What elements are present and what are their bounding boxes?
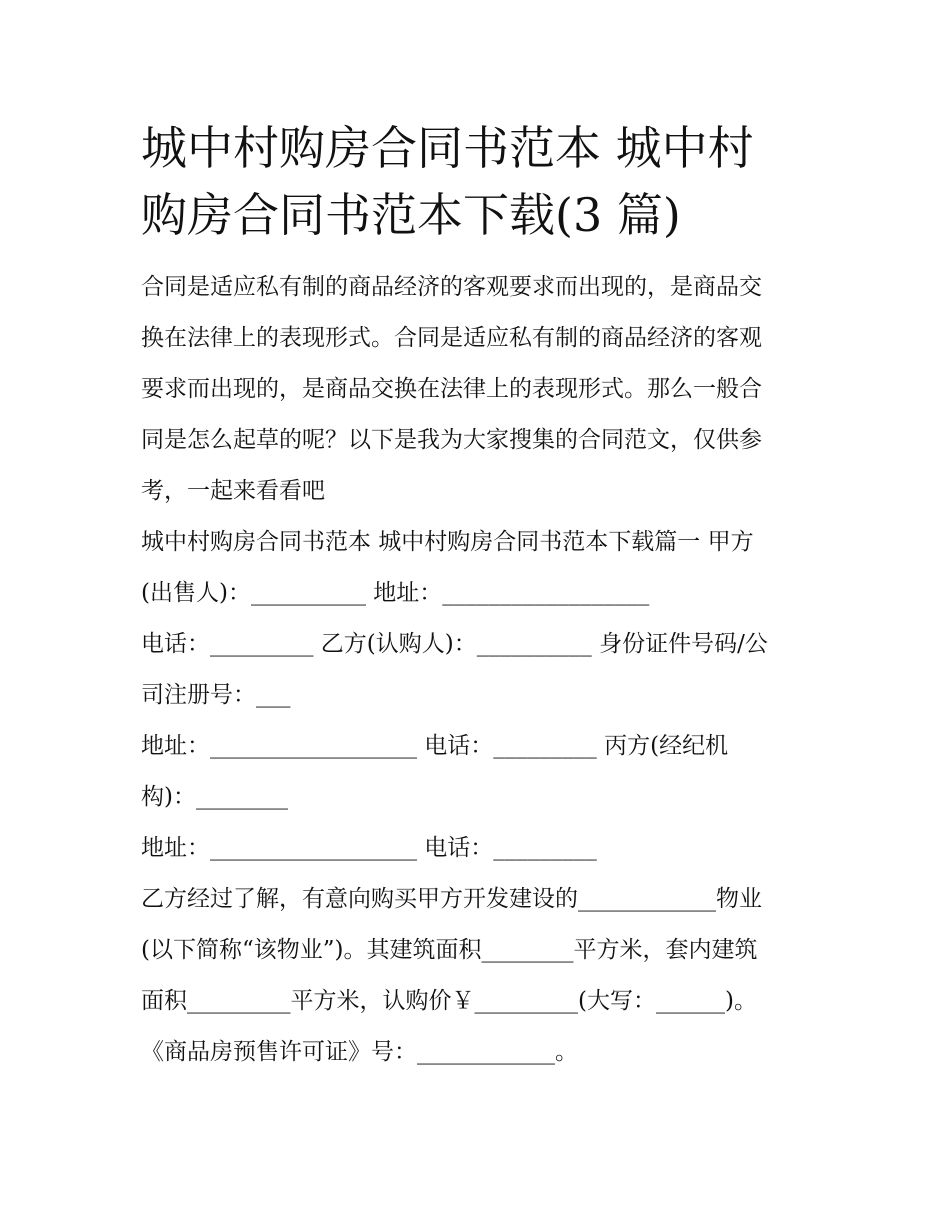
body-line: 地址：__________________ 电话：_________ [141,835,597,861]
intro-line: 合同是适应私有制的商品经济的客观要求而出现的，是商品交 [141,274,762,300]
body-line: 《商品房预售许可证》号：____________。 [141,1039,578,1065]
contract-body [141,517,813,1078]
body-line: 电话：_________ 乙方(认购人)：__________ 身份证件号码/公 [141,631,768,657]
body-line: (以下简称“该物业”)。其建筑面积________平方米，套内建筑 [141,937,758,963]
intro-line: 要求而出现的，是商品交换在法律上的表现形式。那么一般合 [141,376,762,402]
body-line: 乙方经过了解，有意向购买甲方开发建设的____________物业 [141,886,762,912]
body-line: 司注册号：___ [141,682,291,708]
body-line: 城中村购房合同书范本 城中村购房合同书范本下载篇一 甲方 [141,529,754,555]
title-line-2: 购房合同书范本下载(3 篇) [141,188,681,242]
body-line: 构)：________ [141,784,288,810]
intro-line: 同是怎么起草的呢？以下是我为大家搜集的合同范文，仅供参 [141,427,762,453]
body-line: 面积_________平方米，认购价￥_________(大写：______)。 [141,988,757,1014]
intro-line: 换在法律上的表现形式。合同是适应私有制的商品经济的客观 [141,325,762,351]
intro-paragraph [141,262,813,517]
document-title [141,115,813,249]
intro-line: 考，一起来看看吧 [141,478,325,504]
body-line: (出售人)：__________ 地址：__________________ [141,580,650,606]
document-page [141,115,813,1078]
title-line-1: 城中村购房合同书范本 城中村 [141,121,754,175]
body-line: 地址：__________________ 电话：_________ 丙方(经纪机 [141,733,729,759]
